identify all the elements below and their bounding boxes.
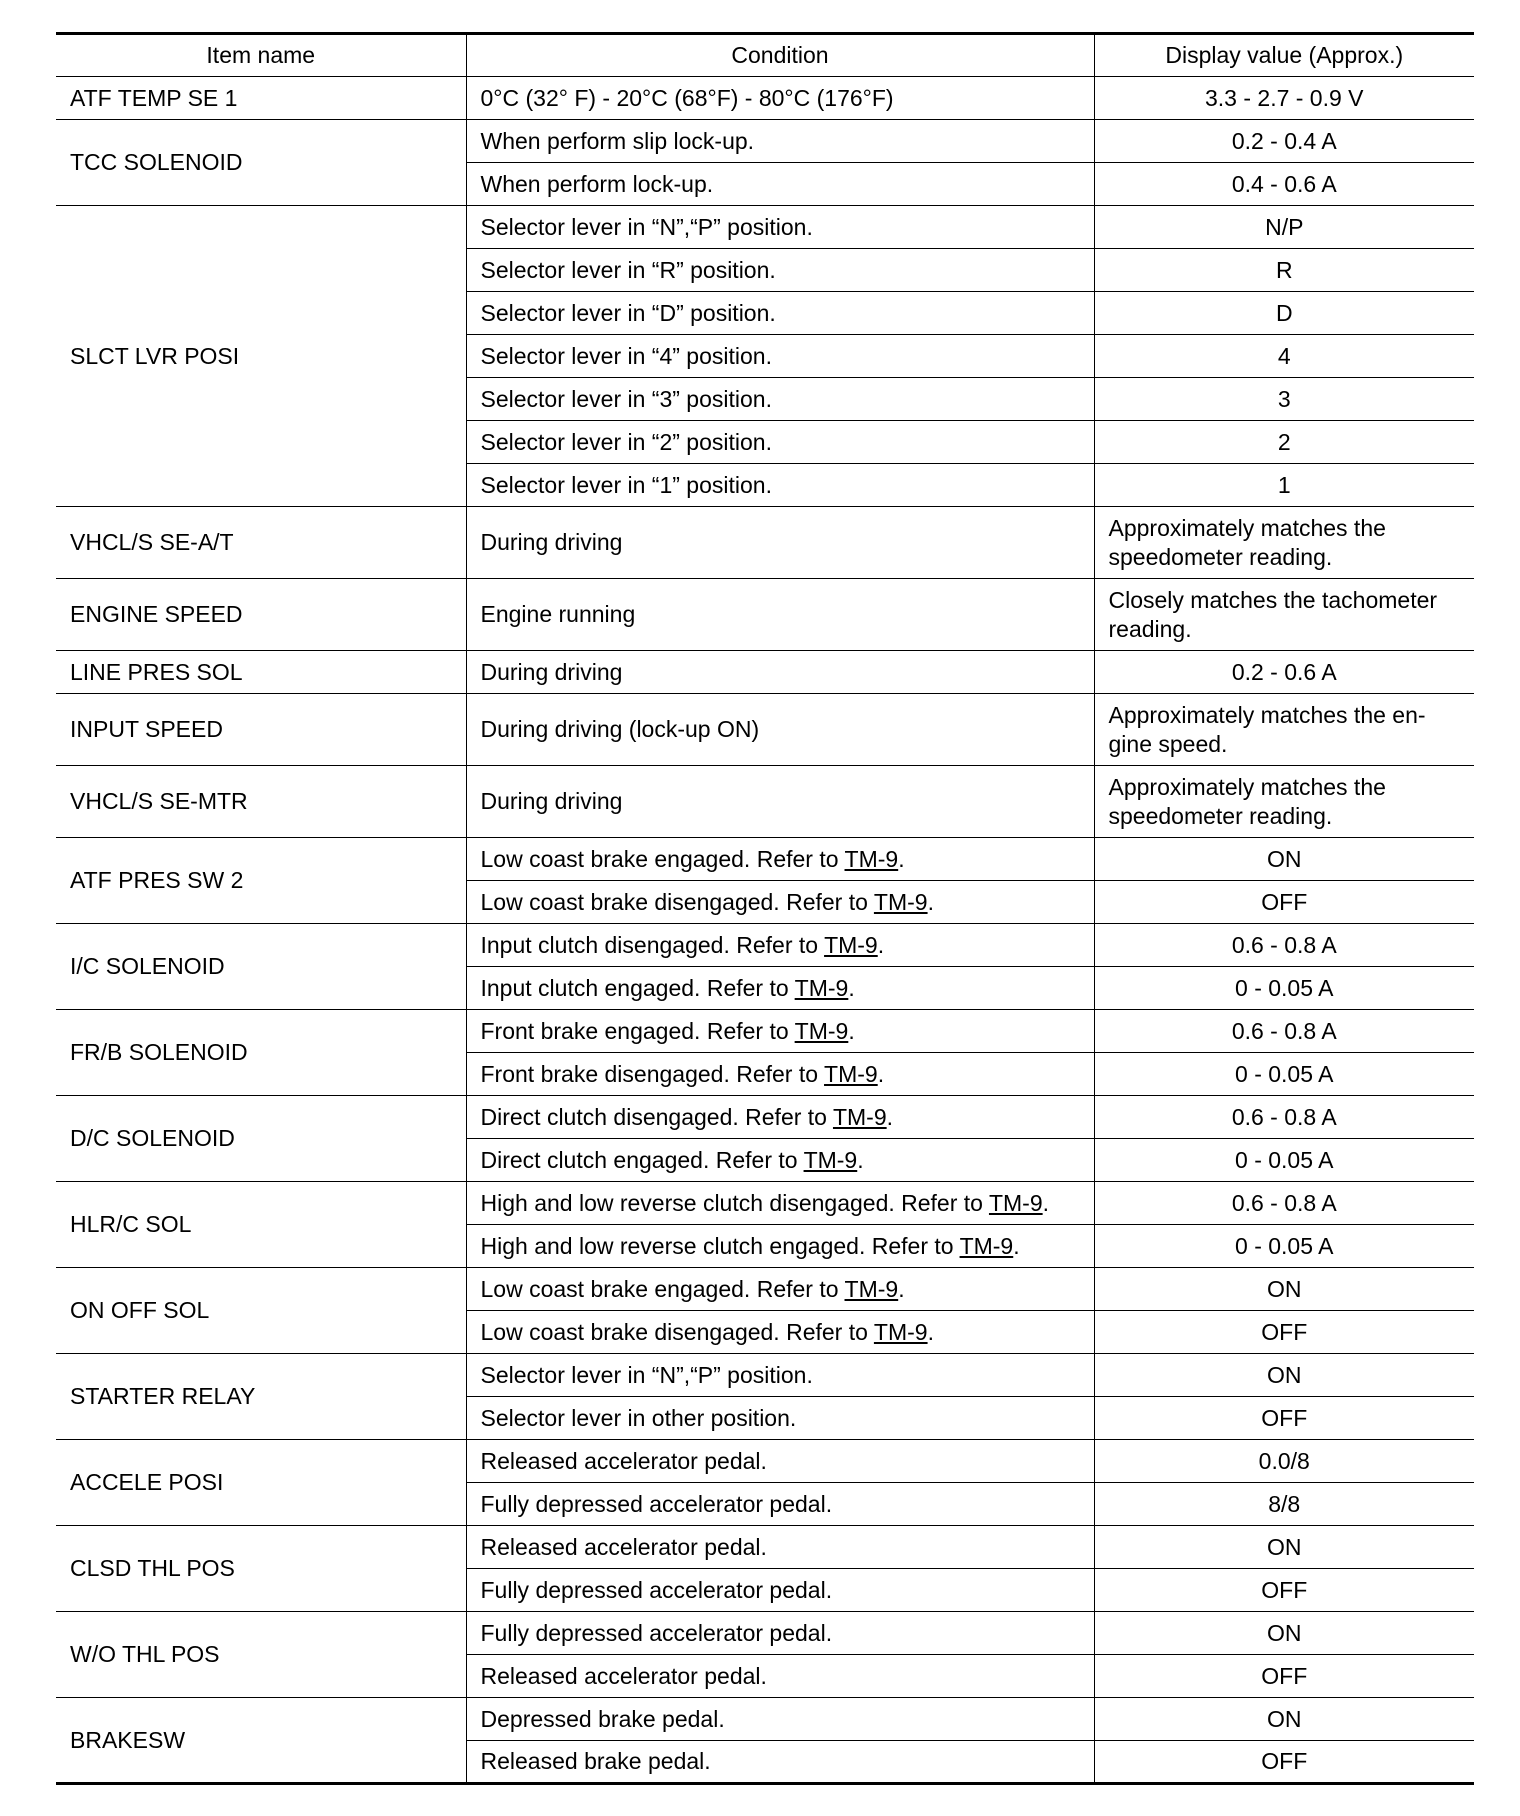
display-value-cell: ON <box>1094 1526 1474 1569</box>
display-value-cell: Closely matches the tachometer reading. <box>1094 579 1474 651</box>
table-row <box>56 1440 1474 1483</box>
condition-cell <box>466 651 1094 694</box>
item-name-cell: CLSD THL POS <box>56 1526 466 1612</box>
refer-to-label: Refer to <box>756 1275 839 1302</box>
condition-cell: Front brake engaged. Refer to TM-9. <box>466 1010 1094 1053</box>
condition-cell <box>466 766 1094 838</box>
item-name-cell: LINE PRES SOL <box>56 651 466 694</box>
condition-text: Selector lever in “2” position. <box>480 428 772 455</box>
item-name-cell: I/C SOLENOID <box>56 924 466 1010</box>
display-value-cell: N/P <box>1094 206 1474 249</box>
item-name-cell: D/C SOLENOID <box>56 1096 466 1182</box>
display-value-cell: 0.6 - 0.8 A <box>1094 1096 1474 1139</box>
display-value-cell: 0.6 - 0.8 A <box>1094 1010 1474 1053</box>
condition-text: Selector lever in “3” position. <box>480 385 772 412</box>
display-value-cell: 0.2 - 0.6 A <box>1094 651 1474 694</box>
condition-cell <box>466 249 1094 292</box>
tm-9-reference-link[interactable]: TM-9 <box>794 974 849 1001</box>
condition-cell: Front brake disengaged. Refer to TM-9. <box>466 1053 1094 1096</box>
condition-cell: Direct clutch disengaged. Refer to TM-9. <box>466 1096 1094 1139</box>
condition-text: Input clutch disengaged. <box>480 931 730 958</box>
table-row <box>56 1096 1474 1139</box>
header-item-name: Item name <box>56 34 466 77</box>
condition-text: Input clutch engaged. <box>480 974 701 1001</box>
display-value-cell: 0 - 0.05 A <box>1094 1053 1474 1096</box>
condition-text: High and low reverse clutch disengaged. <box>480 1189 895 1216</box>
condition-cell <box>466 206 1094 249</box>
table-row <box>56 1526 1474 1569</box>
condition-text: Low coast brake disengaged. <box>480 888 780 915</box>
condition-text: Low coast brake engaged. <box>480 1275 751 1302</box>
condition-cell <box>466 1397 1094 1440</box>
item-name-cell: HLR/C SOL <box>56 1182 466 1268</box>
condition-cell <box>466 1698 1094 1741</box>
table-row <box>56 1612 1474 1655</box>
condition-cell: Input clutch engaged. Refer to TM-9. <box>466 967 1094 1010</box>
tm-9-reference-link[interactable]: TM-9 <box>803 1146 858 1173</box>
condition-text: Fully depressed accelerator pedal. <box>480 1576 833 1603</box>
table-row <box>56 924 1474 967</box>
refer-to-label: Refer to <box>786 1318 868 1345</box>
item-name-cell: ON OFF SOL <box>56 1268 466 1354</box>
display-value-cell: OFF <box>1094 1397 1474 1440</box>
item-name-cell: FR/B SOLENOID <box>56 1010 466 1096</box>
tm-9-reference-link[interactable]: TM-9 <box>873 888 928 915</box>
display-value-cell: ON <box>1094 838 1474 881</box>
header-condition: Condition <box>466 34 1094 77</box>
display-value-cell: 3 <box>1094 378 1474 421</box>
condition-cell: High and low reverse clutch disengaged. Refer to TM-9. <box>466 1182 1094 1225</box>
display-value-cell: 0 - 0.05 A <box>1094 1225 1474 1268</box>
condition-cell <box>466 579 1094 651</box>
display-value-cell: 0.6 - 0.8 A <box>1094 924 1474 967</box>
table-body <box>56 77 1474 1784</box>
display-value-cell: OFF <box>1094 1311 1474 1354</box>
condition-cell <box>466 163 1094 206</box>
condition-cell: Direct clutch engaged. Refer to TM-9. <box>466 1139 1094 1182</box>
table-row <box>56 1010 1474 1053</box>
condition-text: During driving <box>480 788 623 814</box>
item-name-cell: ACCELE POSI <box>56 1440 466 1526</box>
condition-text: Selector lever in other position. <box>480 1404 797 1431</box>
condition-text: When perform slip lock-up. <box>480 127 755 154</box>
condition-text: Released accelerator pedal. <box>480 1447 767 1474</box>
item-name-cell: ATF TEMP SE 1 <box>56 77 466 120</box>
condition-cell <box>466 1569 1094 1612</box>
tm-9-reference-link[interactable]: TM-9 <box>873 1318 928 1345</box>
table-row <box>56 507 1474 579</box>
display-value-cell: OFF <box>1094 1741 1474 1784</box>
condition-text: Selector lever in “1” position. <box>480 471 772 498</box>
table-row <box>56 1354 1474 1397</box>
display-value-cell: Approximately matches the speedometer reading. <box>1094 766 1474 838</box>
display-value-cell: ON <box>1094 1268 1474 1311</box>
display-value-cell: 0.6 - 0.8 A <box>1094 1182 1474 1225</box>
table-row <box>56 1698 1474 1741</box>
tm-9-reference-link[interactable]: TM-9 <box>844 1275 899 1302</box>
condition-cell: Input clutch disengaged. Refer to TM-9. <box>466 924 1094 967</box>
data-monitor-table <box>56 32 1474 1785</box>
condition-cell: High and low reverse clutch engaged. Refer to TM-9. <box>466 1225 1094 1268</box>
refer-to-label: Refer to <box>736 931 819 958</box>
condition-cell <box>466 1354 1094 1397</box>
condition-cell <box>466 1526 1094 1569</box>
condition-cell <box>466 292 1094 335</box>
display-value-cell: Approximately matches the speedometer reading. <box>1094 507 1474 579</box>
condition-text: Selector lever in “N”,“P” position. <box>480 1361 813 1388</box>
display-value-cell: 8/8 <box>1094 1483 1474 1526</box>
display-value-cell: 2 <box>1094 421 1474 464</box>
item-name-cell: SLCT LVR POSI <box>56 206 466 507</box>
condition-text: Fully depressed accelerator pedal. <box>480 1490 833 1517</box>
tm-9-reference-link[interactable]: TM-9 <box>794 1017 849 1044</box>
table-row <box>56 838 1474 881</box>
condition-text: When perform lock-up. <box>480 170 714 197</box>
condition-text: High and low reverse clutch engaged. <box>480 1232 866 1259</box>
refer-to-label: Refer to <box>715 1146 798 1173</box>
condition-text: Low coast brake disengaged. <box>480 1318 780 1345</box>
condition-text: Direct clutch disengaged. <box>480 1103 739 1130</box>
condition-cell: Low coast brake disengaged. Refer to TM-9. <box>466 1311 1094 1354</box>
condition-cell: Low coast brake engaged. Refer to TM-9. <box>466 1268 1094 1311</box>
condition-text: Selector lever in “N”,“P” position. <box>480 213 813 240</box>
table-row <box>56 766 1474 838</box>
refer-to-label: Refer to <box>901 1189 983 1216</box>
tm-9-reference-link[interactable]: TM-9 <box>959 1232 1014 1259</box>
condition-cell <box>466 378 1094 421</box>
table-row <box>56 77 1474 120</box>
condition-text: Fully depressed accelerator pedal. <box>480 1619 833 1646</box>
tm-9-reference-link[interactable]: TM-9 <box>844 845 899 872</box>
condition-text: During driving (lock-up ON) <box>480 716 760 742</box>
condition-text: Engine running <box>480 601 636 627</box>
refer-to-label: Refer to <box>736 1060 819 1087</box>
display-value-cell: R <box>1094 249 1474 292</box>
condition-text: Selector lever in “D” position. <box>480 299 776 326</box>
display-value-cell: 0.0/8 <box>1094 1440 1474 1483</box>
condition-cell <box>466 77 1094 120</box>
item-name-cell: ATF PRES SW 2 <box>56 838 466 924</box>
display-value-cell: OFF <box>1094 881 1474 924</box>
condition-text: 0°C (32° F) - 20°C (68°F) - 80°C (176°F) <box>480 84 894 111</box>
table-header <box>56 34 1474 77</box>
display-value-cell: 4 <box>1094 335 1474 378</box>
display-value-cell: ON <box>1094 1354 1474 1397</box>
condition-cell <box>466 507 1094 579</box>
refer-to-label: Refer to <box>706 1017 789 1044</box>
condition-cell <box>466 1655 1094 1698</box>
header-row <box>56 34 1474 77</box>
item-name-cell: TCC SOLENOID <box>56 120 466 206</box>
condition-text: Released accelerator pedal. <box>480 1533 767 1560</box>
condition-cell <box>466 464 1094 507</box>
item-name-cell: W/O THL POS <box>56 1612 466 1698</box>
item-name-cell: VHCL/S SE-A/T <box>56 507 466 579</box>
header-display-value: Display value (Approx.) <box>1094 34 1474 77</box>
table-row <box>56 651 1474 694</box>
table-row <box>56 1268 1474 1311</box>
condition-cell: Low coast brake engaged. Refer to TM-9. <box>466 838 1094 881</box>
tm-9-reference-link[interactable]: TM-9 <box>824 1060 878 1087</box>
refer-to-label: Refer to <box>756 845 839 872</box>
item-name-cell: STARTER RELAY <box>56 1354 466 1440</box>
condition-cell <box>466 1483 1094 1526</box>
display-value-cell: OFF <box>1094 1655 1474 1698</box>
item-name-cell: VHCL/S SE-MTR <box>56 766 466 838</box>
condition-text: Direct clutch engaged. <box>480 1146 710 1173</box>
condition-text: Low coast brake engaged. <box>480 845 751 872</box>
display-value-cell: 0.2 - 0.4 A <box>1094 120 1474 163</box>
display-value-cell: 1 <box>1094 464 1474 507</box>
condition-text: Front brake disengaged. <box>480 1060 730 1087</box>
display-value-cell: 0 - 0.05 A <box>1094 1139 1474 1182</box>
display-value-cell: Approximately matches the en-gine speed. <box>1094 694 1474 766</box>
tm-9-reference-link[interactable]: TM-9 <box>824 931 878 958</box>
table-row <box>56 579 1474 651</box>
refer-to-label: Refer to <box>745 1103 827 1130</box>
table-row <box>56 206 1474 249</box>
refer-to-label: Refer to <box>871 1232 954 1259</box>
condition-cell <box>466 421 1094 464</box>
condition-text: During driving <box>480 658 623 685</box>
table-row <box>56 694 1474 766</box>
table-row <box>56 120 1474 163</box>
item-name-cell: ENGINE SPEED <box>56 579 466 651</box>
display-value-cell: 0.4 - 0.6 A <box>1094 163 1474 206</box>
condition-cell <box>466 1741 1094 1784</box>
condition-cell: Low coast brake disengaged. Refer to TM-9. <box>466 881 1094 924</box>
condition-text: Released accelerator pedal. <box>480 1662 767 1689</box>
tm-9-reference-link[interactable]: TM-9 <box>832 1103 887 1130</box>
tm-9-reference-link[interactable]: TM-9 <box>988 1189 1043 1216</box>
item-name-cell: BRAKESW <box>56 1698 466 1784</box>
display-value-cell: ON <box>1094 1612 1474 1655</box>
item-name-cell: INPUT SPEED <box>56 694 466 766</box>
condition-cell <box>466 1440 1094 1483</box>
condition-text: Released brake pedal. <box>480 1748 711 1774</box>
display-value-cell: OFF <box>1094 1569 1474 1612</box>
condition-cell <box>466 335 1094 378</box>
condition-text: Selector lever in “4” position. <box>480 342 772 369</box>
refer-to-label: Refer to <box>706 974 789 1001</box>
condition-cell <box>466 694 1094 766</box>
display-value-cell: D <box>1094 292 1474 335</box>
condition-cell <box>466 120 1094 163</box>
display-value-cell: 0 - 0.05 A <box>1094 967 1474 1010</box>
condition-cell <box>466 1612 1094 1655</box>
refer-to-label: Refer to <box>786 888 868 915</box>
display-value-cell: 3.3 - 2.7 - 0.9 V <box>1094 77 1474 120</box>
condition-text: Front brake engaged. <box>480 1017 701 1044</box>
condition-text: Selector lever in “R” position. <box>480 256 776 283</box>
condition-text: During driving <box>480 529 623 555</box>
table-row <box>56 1182 1474 1225</box>
condition-text: Depressed brake pedal. <box>480 1705 725 1732</box>
display-value-cell: ON <box>1094 1698 1474 1741</box>
